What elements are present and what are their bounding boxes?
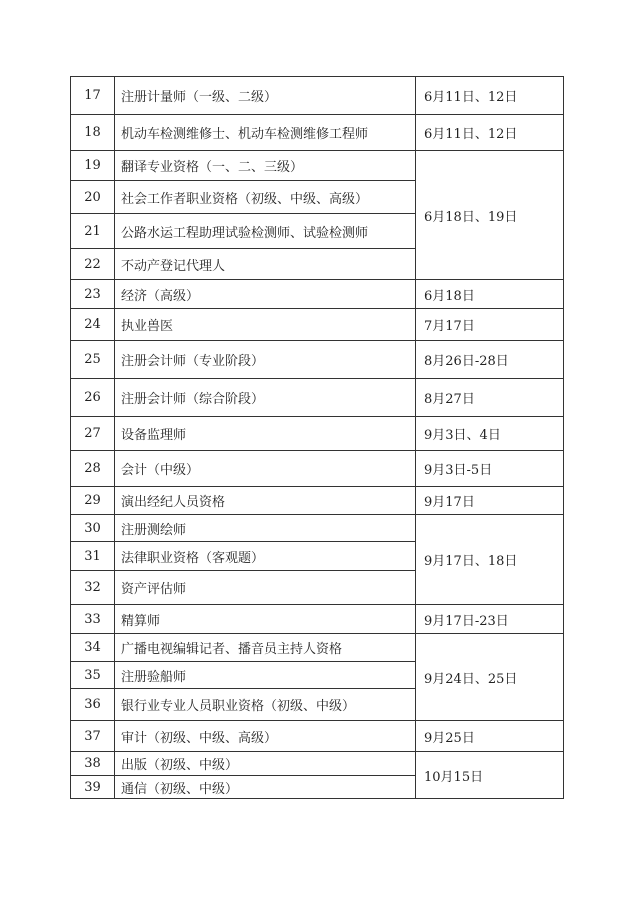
row-number: 33 — [71, 605, 115, 634]
exam-date: 10月15日 — [416, 752, 564, 799]
exam-name: 银行业专业人员职业资格（初级、中级） — [115, 689, 416, 721]
table-row — [71, 280, 564, 309]
exam-name: 注册会计师（综合阶段） — [115, 379, 416, 417]
exam-date: 6月11日、12日 — [416, 115, 564, 151]
row-number: 23 — [71, 280, 115, 309]
exam-name: 注册测绘师 — [115, 515, 416, 542]
exam-date: 7月17日 — [416, 309, 564, 341]
table-row — [71, 417, 564, 451]
exam-name: 注册计量师（一级、二级） — [115, 77, 416, 115]
row-number: 32 — [71, 571, 115, 605]
row-number: 17 — [71, 77, 115, 115]
table-row — [71, 605, 564, 634]
table-row — [71, 309, 564, 341]
row-number: 37 — [71, 721, 115, 752]
exam-name: 审计（初级、中级、高级） — [115, 721, 416, 752]
exam-name: 广播电视编辑记者、播音员主持人资格 — [115, 634, 416, 662]
exam-name: 机动车检测维修士、机动车检测维修工程师 — [115, 115, 416, 151]
row-number: 20 — [71, 181, 115, 214]
table-row — [71, 752, 564, 776]
table-row — [71, 151, 564, 181]
table-row — [71, 341, 564, 379]
exam-date: 6月18日、19日 — [416, 151, 564, 280]
exam-name: 不动产登记代理人 — [115, 249, 416, 280]
row-number: 22 — [71, 249, 115, 280]
row-number: 19 — [71, 151, 115, 181]
exam-name: 会计（中级） — [115, 451, 416, 487]
row-number: 35 — [71, 662, 115, 689]
exam-name: 通信（初级、中级） — [115, 776, 416, 799]
row-number: 29 — [71, 487, 115, 515]
exam-date: 6月11日、12日 — [416, 77, 564, 115]
exam-date: 9月24日、25日 — [416, 634, 564, 721]
row-number: 25 — [71, 341, 115, 379]
exam-date: 9月17日-23日 — [416, 605, 564, 634]
exam-date: 9月3日-5日 — [416, 451, 564, 487]
row-number: 26 — [71, 379, 115, 417]
exam-name: 经济（高级） — [115, 280, 416, 309]
exam-name: 公路水运工程助理试验检测师、试验检测师 — [115, 214, 416, 249]
exam-name: 精算师 — [115, 605, 416, 634]
exam-date: 9月17日 — [416, 487, 564, 515]
exam-name: 演出经纪人员资格 — [115, 487, 416, 515]
table-row — [71, 451, 564, 487]
row-number: 31 — [71, 542, 115, 571]
row-number: 28 — [71, 451, 115, 487]
row-number: 18 — [71, 115, 115, 151]
row-number: 21 — [71, 214, 115, 249]
row-number: 30 — [71, 515, 115, 542]
row-number: 34 — [71, 634, 115, 662]
row-number: 38 — [71, 752, 115, 776]
exam-name: 资产评估师 — [115, 571, 416, 605]
exam-name: 出版（初级、中级） — [115, 752, 416, 776]
exam-date: 6月18日 — [416, 280, 564, 309]
table-row — [71, 77, 564, 115]
table-row — [71, 487, 564, 515]
exam-name: 注册验船师 — [115, 662, 416, 689]
table-row — [71, 515, 564, 542]
table-row — [71, 115, 564, 151]
row-number: 27 — [71, 417, 115, 451]
exam-date: 9月3日、4日 — [416, 417, 564, 451]
exam-name: 翻译专业资格（一、二、三级） — [115, 151, 416, 181]
row-number: 36 — [71, 689, 115, 721]
exam-name: 注册会计师（专业阶段） — [115, 341, 416, 379]
exam-name: 设备监理师 — [115, 417, 416, 451]
exam-date: 8月26日-28日 — [416, 341, 564, 379]
exam-schedule-table — [70, 76, 564, 799]
exam-name: 法律职业资格（客观题） — [115, 542, 416, 571]
row-number: 24 — [71, 309, 115, 341]
exam-name: 社会工作者职业资格（初级、中级、高级） — [115, 181, 416, 214]
exam-date: 9月17日、18日 — [416, 515, 564, 605]
row-number: 39 — [71, 776, 115, 799]
table-row — [71, 634, 564, 662]
table-row — [71, 721, 564, 752]
table-row — [71, 379, 564, 417]
exam-name: 执业兽医 — [115, 309, 416, 341]
exam-date: 8月27日 — [416, 379, 564, 417]
exam-date: 9月25日 — [416, 721, 564, 752]
